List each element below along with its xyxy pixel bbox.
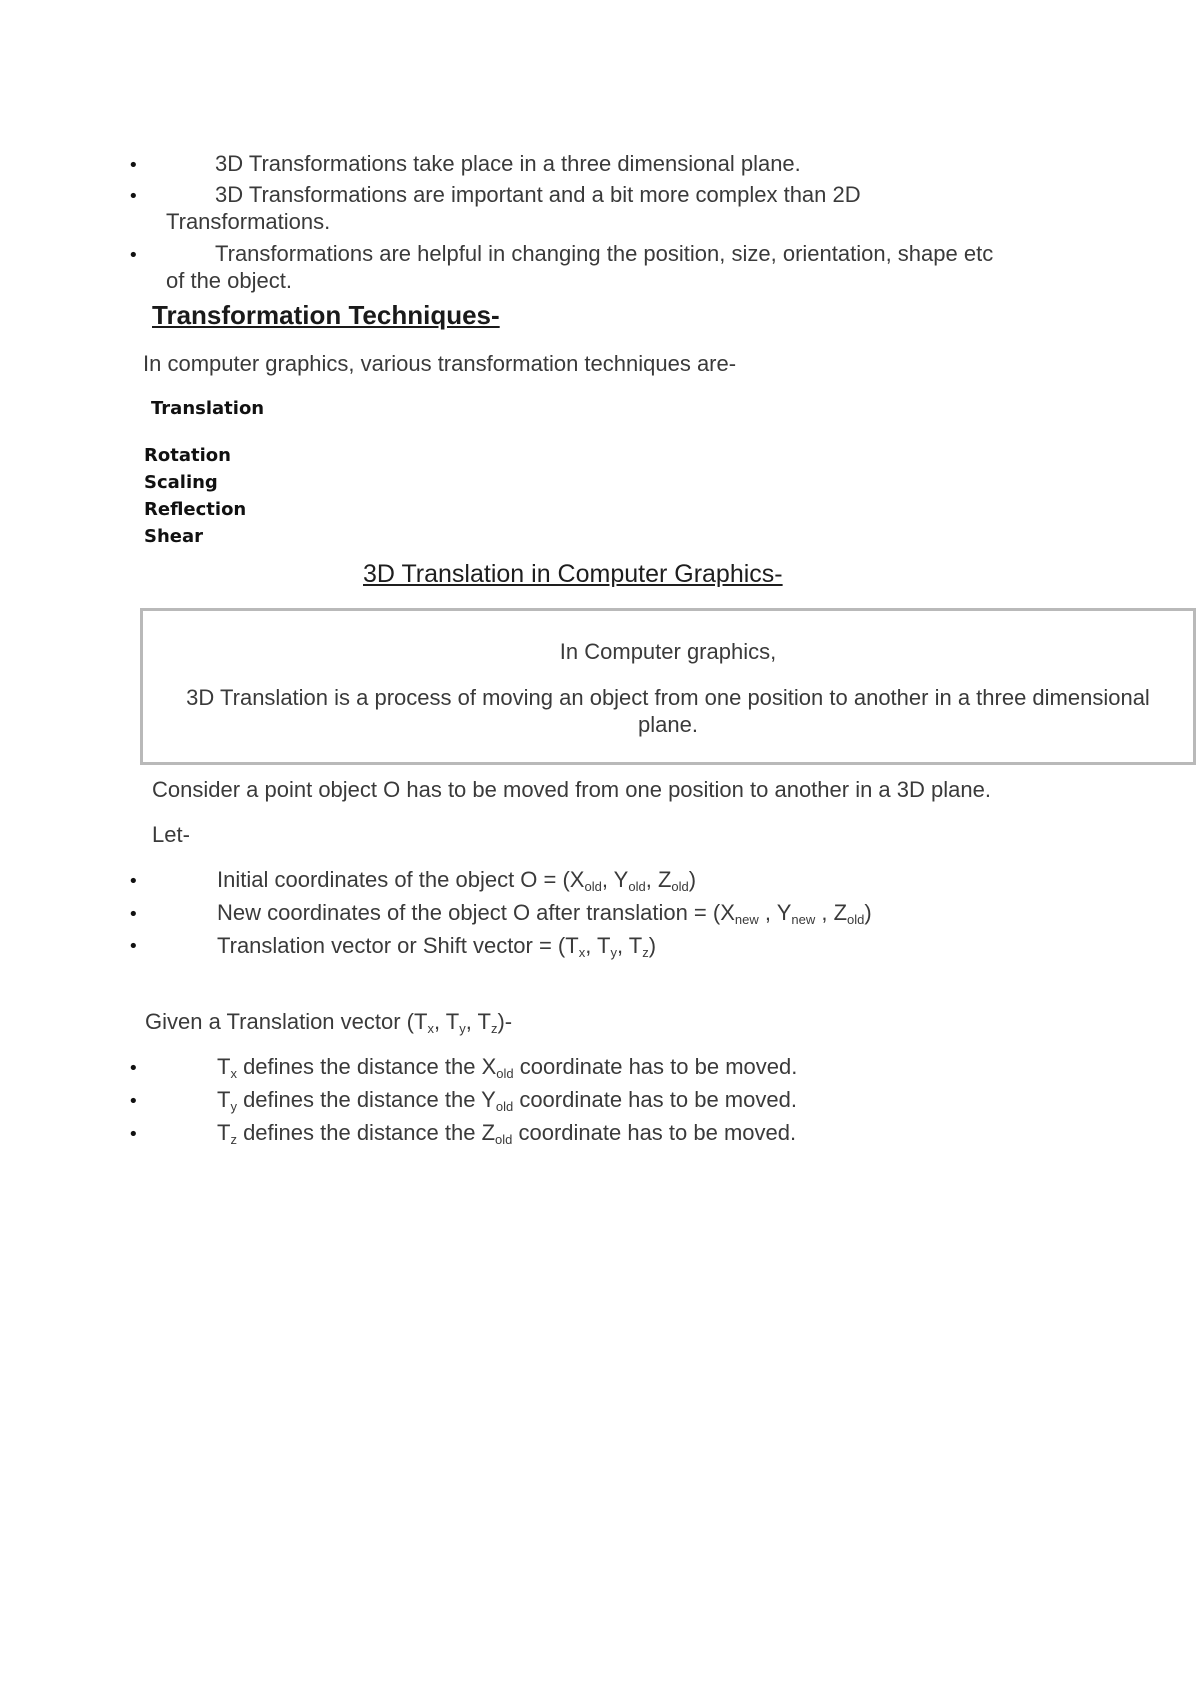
intro-bullet-3-line1: Transformations are helpful in changing the position, size, orientation, shape etc bbox=[215, 241, 994, 266]
technique-item-shear: Shear bbox=[144, 526, 204, 547]
bullet-glyph: • bbox=[128, 904, 139, 925]
definition-line-2: 3D Translation is a process of moving an object from one position to another in a three dimensional plane. bbox=[186, 685, 1150, 737]
technique-item-reflection: Reflection bbox=[144, 499, 247, 520]
distance-bullet-y: $T_y$ defines the distance the $Y_{old}$ coordinate has to be moved. bbox=[217, 1087, 797, 1114]
bullet-glyph: • bbox=[128, 245, 139, 266]
bullet-glyph: • bbox=[128, 936, 139, 957]
given-text: Given a Translation vector ($T_x$, $T_y$, $T_z)-$ bbox=[145, 1009, 513, 1036]
bullet-glyph: • bbox=[128, 1124, 139, 1145]
intro-bullet-1: 3D Transformations take place in a three dimensional plane. bbox=[215, 151, 801, 176]
let-text: Let- bbox=[152, 822, 190, 847]
bullet-glyph: • bbox=[128, 186, 139, 207]
bullet-glyph: • bbox=[128, 1058, 139, 1079]
techniques-intro: In computer graphics, various transformation techniques are- bbox=[143, 351, 737, 376]
translation-vector: Translation vector or Shift vector = ($T_x$, $T_y$, $T_z$) bbox=[217, 933, 657, 960]
technique-item-scaling: Scaling bbox=[144, 472, 218, 493]
intro-bullet-3-line2: of the object. bbox=[166, 268, 292, 293]
definition-line-1: In Computer graphics, bbox=[559, 639, 777, 664]
technique-item-rotation: Rotation bbox=[144, 445, 231, 466]
techniques-heading: Transformation Techniques- bbox=[152, 300, 500, 330]
bullet-glyph: • bbox=[128, 1091, 139, 1112]
technique-item-translation: Translation bbox=[151, 398, 265, 419]
intro-bullet-2-line1: 3D Transformations are important and a bit more complex than 2D bbox=[215, 182, 861, 207]
distance-bullet-z: $T_z$ defines the distance the $Z_{old}$ coordinate has to be moved. bbox=[217, 1120, 797, 1147]
distance-bullet-x: $T_x$ defines the distance the $X_{old}$ coordinate has to be moved. bbox=[217, 1054, 798, 1081]
initial-coordinates: Initial coordinates of the object $O = (X_{old}$, $Y_{old}$, $Z_{old}$) bbox=[217, 867, 697, 894]
definition-box bbox=[140, 608, 1196, 765]
new-coordinates: New coordinates of the object O after translation = ($X_{new}$ , $Y_{new}$ , $Z_{old}$) bbox=[217, 900, 872, 927]
consider-text: Consider a point object O has to be moved from one position to another in a 3D plane. bbox=[152, 777, 991, 802]
translation-heading: 3D Translation in Computer Graphics- bbox=[363, 560, 783, 588]
bullet-glyph: • bbox=[128, 155, 139, 176]
intro-bullet-2-line2: Transformations. bbox=[166, 209, 331, 234]
bullet-glyph: • bbox=[128, 871, 139, 892]
